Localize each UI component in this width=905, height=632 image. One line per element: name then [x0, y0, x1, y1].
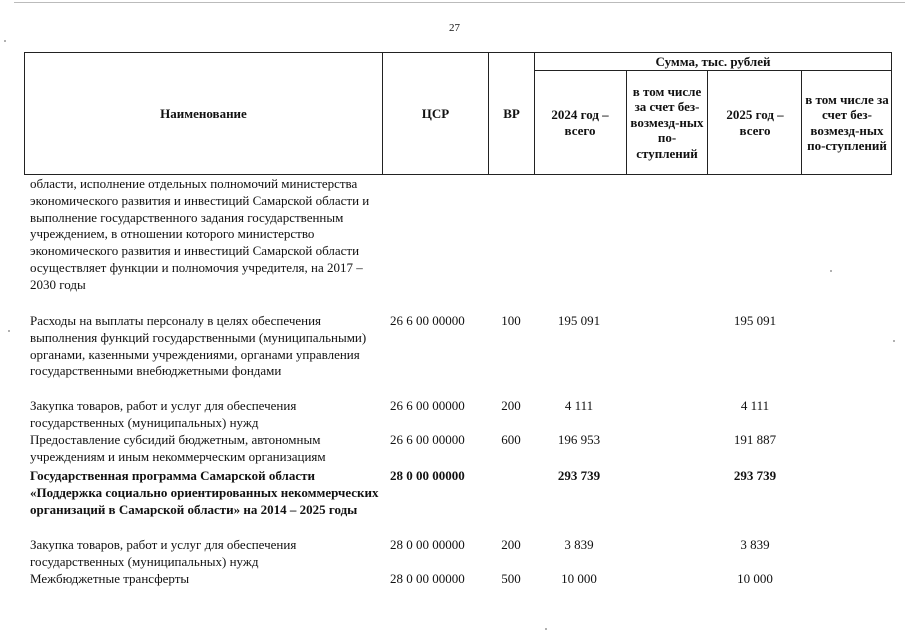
header-2024-free: в том числе за счет без-возмезд-ных по-ступлений — [630, 83, 704, 161]
row-sum-2025: 4 111 — [740, 398, 770, 413]
header-csr: ЦСР — [421, 105, 450, 121]
header-divider — [801, 70, 802, 174]
row-csr: 28 0 00 00000 — [390, 571, 465, 586]
row-name: Государственная программа Самарской области «Поддержка социально ориентированных некоммерческих организаций в Самарской области» на 2014 – 2025 годы — [30, 468, 379, 517]
row-vr: 200 — [501, 398, 521, 413]
row-sum-2024: 196 953 — [557, 432, 601, 447]
row-sum-2024: 195 091 — [557, 313, 601, 328]
header-2025-total: 2025 год – всего — [726, 107, 784, 138]
row-name: Закупка товаров, работ и услуг для обеспечения государственных (муниципальных) нужд — [30, 537, 297, 569]
row-name: области, исполнение отдельных полномочий министерства экономического развития и инвестиций Самарской области и выполнение государственного задания государственным учреждением, в отношении которого министерство экономического развития и инвестиций Самарской области осуществляет функции и полномочия учредителя, на 2017 – 2030 годы — [30, 176, 370, 292]
scan-speck — [830, 270, 832, 272]
scan-speck — [4, 40, 6, 42]
row-sum-2024: 3 839 — [564, 537, 594, 552]
row-sum-2025: 10 000 — [737, 571, 773, 586]
row-name: Межбюджетные трансферты — [30, 571, 190, 586]
header-divider — [707, 70, 708, 174]
header-divider — [626, 70, 627, 174]
header-sum-group: Сумма, тыс. рублей — [655, 53, 771, 69]
row-csr: 26 6 00 00000 — [390, 432, 465, 447]
header-2024-total: 2024 год – всего — [551, 107, 609, 138]
header-name: Наименование — [160, 105, 247, 121]
row-csr: 28 0 00 00000 — [390, 468, 465, 483]
row-sum-2024: 10 000 — [561, 571, 597, 586]
header-2025-free: в том числе за счет без-возмезд-ных по-ступлений — [805, 91, 889, 153]
scan-speck — [545, 628, 547, 630]
row-vr: 600 — [501, 432, 521, 447]
scan-speck — [8, 330, 10, 332]
row-csr: 26 6 00 00000 — [390, 398, 465, 413]
row-sum-2025: 293 739 — [733, 468, 777, 483]
row-vr: 500 — [501, 571, 521, 586]
row-name: Расходы на выплаты персоналу в целях обеспечения выполнения функций государственными (муниципальными) органами, казенными учреждениями, органами управления государственными внебюджетными фондами — [30, 313, 367, 379]
row-sum-2025: 3 839 — [740, 537, 770, 552]
row-sum-2025: 191 887 — [733, 432, 777, 447]
scan-top-edge — [14, 2, 905, 3]
row-csr: 28 0 00 00000 — [390, 537, 465, 552]
scan-speck — [893, 340, 895, 342]
row-name: Закупка товаров, работ и услуг для обеспечения государственных (муниципальных) нужд — [30, 398, 297, 430]
header-vr: ВР — [503, 105, 520, 121]
row-sum-2024: 4 111 — [564, 398, 594, 413]
header-divider — [534, 53, 535, 174]
row-name: Предоставление субсидий бюджетным, автономным учреждениям и иным некоммерческим организациям — [30, 432, 326, 464]
table-header — [24, 52, 892, 175]
row-sum-2025: 195 091 — [733, 313, 777, 328]
page-number: 27 — [449, 22, 460, 34]
row-vr: 100 — [501, 313, 521, 328]
row-csr: 26 6 00 00000 — [390, 313, 465, 328]
row-vr: 200 — [501, 537, 521, 552]
row-sum-2024: 293 739 — [557, 468, 601, 483]
